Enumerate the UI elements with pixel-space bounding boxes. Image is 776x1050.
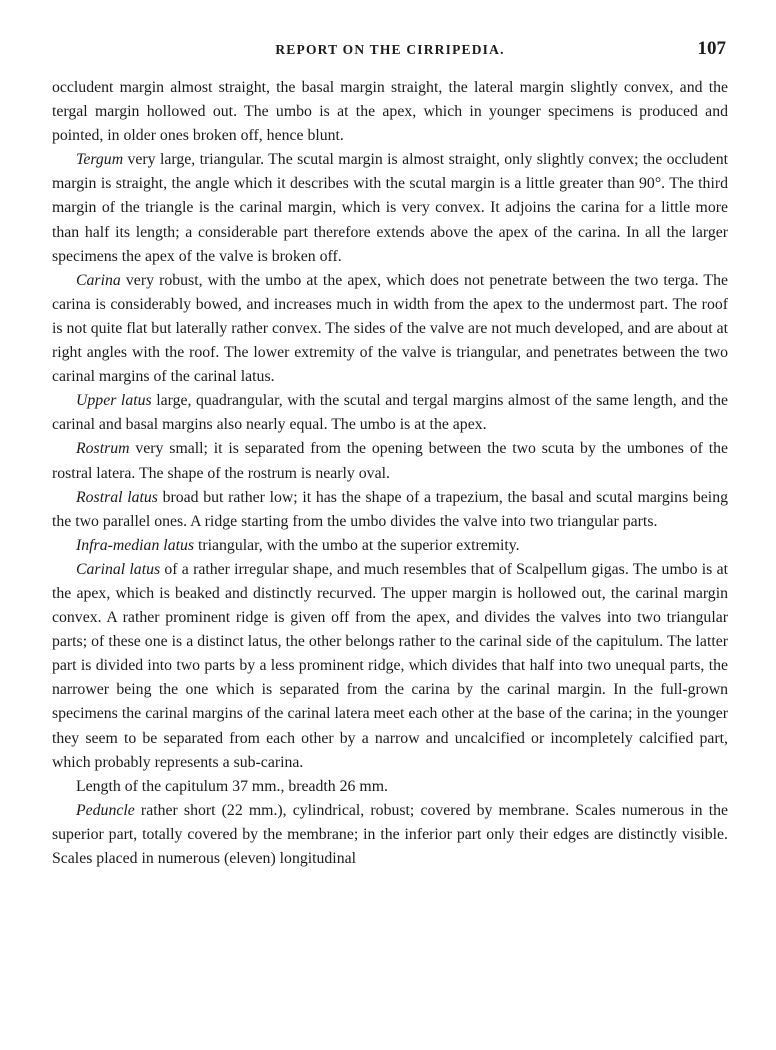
paragraph-term: Tergum bbox=[76, 151, 124, 169]
paragraph-carinal-latus bbox=[52, 558, 728, 775]
running-title: REPORT ON THE CIRRIPEDIA. bbox=[275, 42, 505, 57]
page-header bbox=[52, 36, 728, 62]
paragraph-text: broad but rather low; it has the shape of a trapezium, the basal and scutal margins being the two parallel ones. A ridge starting from the umbo divides the valve into two triangular parts. bbox=[52, 488, 728, 530]
paragraph-rostral-latus bbox=[52, 486, 728, 534]
paragraph-text: of a rather irregular shape, and much resembles that of Scalpellum gigas. The umbo is at the apex, which is beaked and distinctly recurved. The upper margin is hollowed out, the carinal margin convex. A rather prominent ridge is given off from the apex, and divides the valves into two triangular parts; of these one is a distinct latus, the other belongs rather to the carinal side of the capitulum. The latter part is divided into two parts by a less prominent ridge, which divides that half into two unequal parts, the narrower being the one which is separated from the carina by the carinal margin. In the full-grown specimens the carinal margins of the carinal latera meet each other at the base of the carina; in the younger they seem to be separated from each other by a narrow and uncalcified or incompletely calcified part, which probably represents a sub-carina. bbox=[52, 560, 728, 771]
paragraph-term: Infra-median latus bbox=[76, 536, 195, 554]
paragraph-term: Carina bbox=[76, 271, 121, 289]
paragraph-scutum-continued bbox=[52, 76, 728, 148]
paragraph-capitulum-measurements bbox=[52, 775, 728, 799]
body-text bbox=[52, 76, 728, 871]
paragraph-tergum bbox=[52, 148, 728, 268]
paragraph-term: Rostral latus bbox=[76, 488, 158, 506]
paragraph-infra-median-latus bbox=[52, 534, 728, 558]
paragraph-upper-latus bbox=[52, 389, 728, 437]
page bbox=[52, 36, 728, 871]
paragraph-text: Length of the capitulum 37 mm., breadth 26 mm. bbox=[76, 777, 388, 795]
paragraph-text: rather short (22 mm.), cylindrical, robust; covered by membrane. Scales numerous in the superior part, totally covered by the membrane; in the inferior part only their edges are distinctly visible. Scales placed in numerous (eleven) longitudinal bbox=[52, 801, 728, 867]
paragraph-text: very large, triangular. The scutal margin is almost straight, only slightly convex; the occludent margin is straight, the angle which it describes with the scutal margin is a little greater than 90°. The third margin of the triangle is the carinal margin, which is very convex. It adjoins the carina for a little more than half its length; a considerable part therefore extends above the apex of the carina. In all the larger specimens the apex of the valve is broken off. bbox=[52, 151, 728, 265]
page-number: 107 bbox=[697, 38, 726, 59]
paragraph-rostrum bbox=[52, 437, 728, 485]
paragraph-text: occludent margin almost straight, the basal margin straight, the lateral margin slightly convex, and the tergal margin hollowed out. The umbo is at the apex, which in younger specimens is produced and pointed, in older ones broken off, hence blunt. bbox=[52, 79, 728, 145]
paragraph-peduncle bbox=[52, 799, 728, 871]
paragraph-text: very small; it is separated from the opening between the two scuta by the umbones of the rostral latera. The shape of the rostrum is nearly oval. bbox=[52, 440, 728, 482]
paragraph-text: large, quadrangular, with the scutal and tergal margins almost of the same length, and the carinal and basal margins also nearly equal. The umbo is at the apex. bbox=[52, 392, 728, 434]
paragraph-term: Carinal latus bbox=[76, 560, 161, 578]
paragraph-term: Upper latus bbox=[76, 392, 152, 410]
paragraph-text: triangular, with the umbo at the superior extremity. bbox=[194, 536, 520, 554]
paragraph-carina bbox=[52, 269, 728, 389]
paragraph-text: very robust, with the umbo at the apex, which does not penetrate between the two terga. The carina is considerably bowed, and increases much in width from the apex to the undermost part. The roof is not quite flat but laterally rather convex. The sides of the valve are not much developed, and are about at right angles with the roof. The lower extremity of the valve is triangular, and penetrates between the two carinal margins of the carinal latus. bbox=[52, 271, 728, 386]
paragraph-term: Peduncle bbox=[76, 801, 135, 819]
paragraph-term: Rostrum bbox=[76, 440, 130, 458]
